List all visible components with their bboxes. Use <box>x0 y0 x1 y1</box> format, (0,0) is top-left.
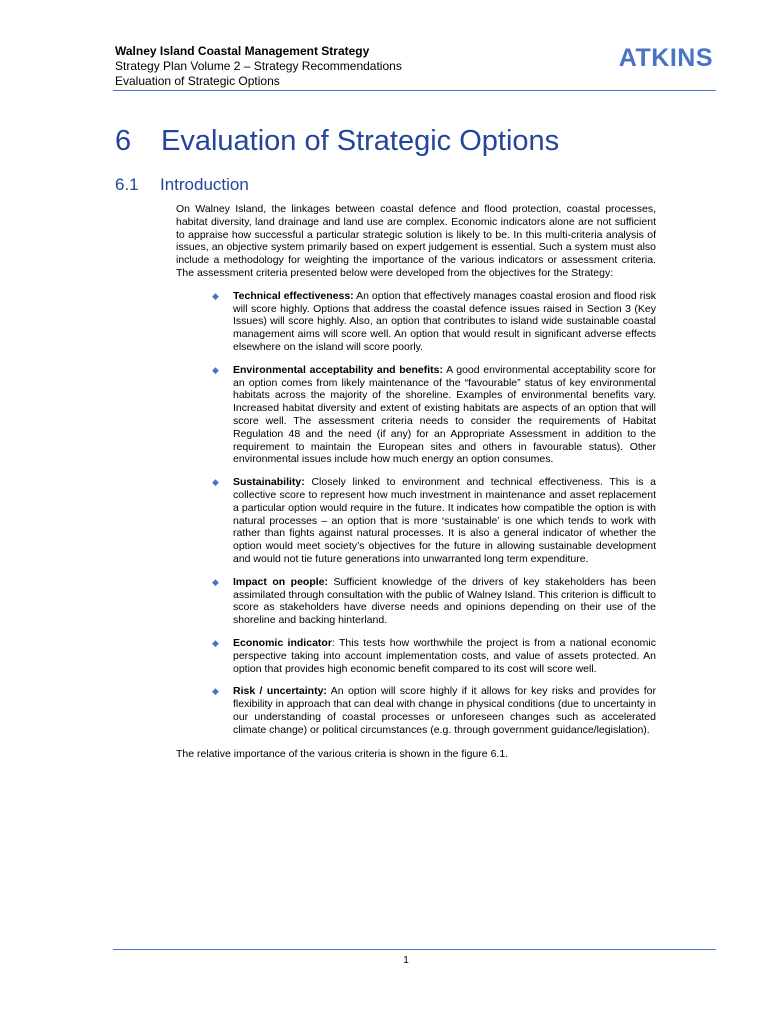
intro-paragraph: On Walney Island, the linkages between coastal defence and flood protection, coastal processes, habitat diversity, land drainage and land use are complex. Economic indicators alone are not sufficient to appraise how successful a particular strategic solution is likely to be. In this multi-criteria analysis of issues, an objective system primarily based on expert judgement is essential. Such a system must also include a methodology for weighting the importance of the various indicators or assessment criteria. The assessment criteria presented below were developed from the objectives for the Strategy: <box>176 203 656 279</box>
diamond-icon: ◆ <box>212 686 219 697</box>
diamond-icon: ◆ <box>212 477 219 488</box>
diamond-icon: ◆ <box>212 576 219 587</box>
header-chapter: Evaluation of Strategic Options <box>115 74 280 88</box>
criteria-description: An option that effectively manages coastal erosion and flood risk will score highly. Options that address the coastal defence issues raised in Section 3 (Key Issues) will score highly. Also, an option that contributes to island wide sustainable coastal management aims will score well. An option that would result in significant adverse effects elsewhere on the island will score poorly. <box>233 289 656 353</box>
criteria-term: Impact on people: <box>233 575 329 588</box>
section-title: Evaluation of Strategic Options <box>161 125 560 157</box>
criteria-term: Risk / uncertainty: <box>233 685 327 698</box>
criteria-term: Economic indicator <box>233 636 332 649</box>
criteria-item <box>176 685 656 736</box>
criteria-description: An option will score highly if it allows for key risks and provides for flexibility in approach that can deal with change in physical conditions (due to uncertainty in our understanding of coastal processes or unforeseen changes such as accelerated climate change) or political circumstances (e.g. through government guidance/legislation). <box>233 685 656 736</box>
section-number: 6 <box>115 125 132 157</box>
criteria-list <box>176 290 656 737</box>
criteria-term: Sustainability: <box>233 476 305 489</box>
section-heading <box>115 124 559 158</box>
atkins-logo: ATKINS <box>618 44 713 72</box>
criteria-description: Sufficient knowledge of the drivers of key stakeholders has been assimilated through consultation with the public of Walney Island. This criterion is difficult to score as stakeholders have diverse needs and opinions depending on their use of the shoreline and backing hinterland. <box>233 575 657 627</box>
subsection-heading <box>115 174 249 196</box>
criteria-description: A good environmental acceptability score for an option comes from likely maintenance of the “favourable” status of key environmental habitats across the majority of the shoreline. Examples of environmental benefits vary. Increased habitat diversity and extent of existing habitats are aspects of an option that will score well. The assessment criteria needs to consider the requirements of Habitat Regulation 48 and the need (if any) for an Appropriate Assessment in addition to the requirement to maintain the European sites and others in favourable status). Other environmental issues include how much energy an option consumes. <box>233 363 656 466</box>
criteria-item <box>176 290 656 354</box>
footer-divider <box>113 949 716 950</box>
criteria-description: Closely linked to environment and technical effectiveness. This is a collective score to represent how much investment in maintenance and asset replacement a particular option would require in the future. It indicates how compatible the option is with natural processes – an option that is more ‘sustainable’ is one which tends to work with rather than fights against natural processes. It is also a general indicator of whether the option would meet society’s objectives for the future in allowing sustainable development and would not tie future generations into unwarranted long term expenditure. <box>233 476 656 565</box>
criteria-term: Environmental acceptability and benefits: <box>233 363 444 376</box>
diamond-icon: ◆ <box>212 637 219 648</box>
criteria-item <box>176 637 656 675</box>
header-volume: Strategy Plan Volume 2 – Strategy Recommendations <box>115 59 402 73</box>
criteria-description: : This tests how worthwhile the project is from a national economic perspective taking into account implementation costs, and value of assets protected. An option that provides high economic benefit compared to its cost will score well. <box>233 636 656 675</box>
body-text <box>176 203 656 761</box>
header-divider <box>113 90 716 91</box>
criteria-item <box>176 576 656 627</box>
subsection-title: Introduction <box>160 175 249 194</box>
criteria-term: Technical effectiveness: <box>233 289 354 302</box>
diamond-icon: ◆ <box>212 364 219 375</box>
subsection-number: 6.1 <box>115 175 139 194</box>
criteria-item <box>176 364 656 466</box>
diamond-icon: ◆ <box>212 290 219 301</box>
header-document-title: Walney Island Coastal Management Strategy <box>115 44 370 58</box>
page-number: 1 <box>403 955 409 966</box>
criteria-item <box>176 476 656 566</box>
closing-paragraph: The relative importance of the various criteria is shown in the figure 6.1. <box>176 748 509 761</box>
